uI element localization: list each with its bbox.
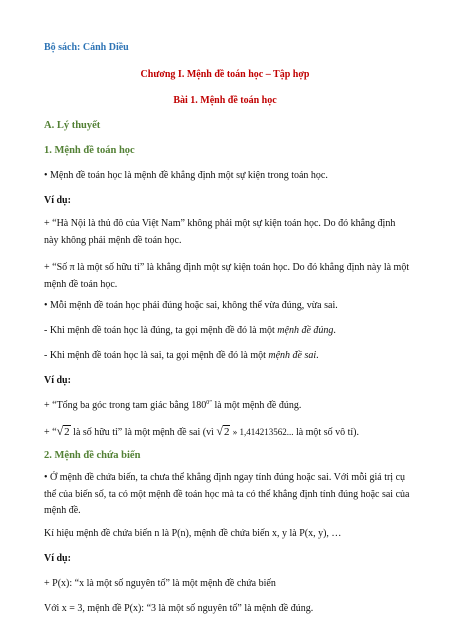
section-1-heading: 1. Mệnh đề toán học [44,145,135,156]
degree-superscript: 0” [206,400,212,406]
sqrt-2-expression-2: √2 [216,424,230,438]
true-term: mệnh đề đúng [277,325,334,336]
chapter-title: Chương I. Mệnh đề toán học – Tập hợp [140,69,310,80]
true-end: . [333,325,336,336]
definition-1: • Mệnh đề toán học là mệnh đề khẳng định một sự kiện trong toán học. [44,170,328,181]
note-true-false: • Mỗi mệnh đề toán học phải đúng hoặc sai, không thể vừa đúng, vừa sai. [44,300,338,311]
false-end: . [316,350,319,361]
true-text: - Khi mệnh đề toán học là đúng, ta gọi mệnh đề đó là một [44,325,278,336]
false-term: mệnh đề sai [268,350,317,361]
example-label-2: Ví dụ: [44,375,71,386]
sqrt-radicand-2: 2 [223,426,230,438]
example-2-2: Với x = 3, mệnh đề P(x): “3 là một số nguyên tố” là mệnh đề đúng. [44,603,314,614]
false-statement-note [44,350,410,362]
sqrt-example-text: là số hữu tỉ” là một mệnh đề sai (vì [70,427,217,438]
example-2-1: + P(x): “x là một số nguyên tố” là một mệnh đề chứa biến [44,578,276,589]
lesson-title: Bài 1. Mệnh đề toán học [173,95,277,106]
sqrt-radicand: 2 [64,426,70,438]
sqrt-open-quote: + “ [44,427,57,438]
section-2-heading: 2. Mệnh đề chứa biến [44,450,141,461]
triangle-example [44,400,410,412]
sqrt-example-end: là một số vô tỉ). [293,427,359,438]
example-label-3: Ví dụ: [44,553,71,564]
example-1-1: + “Hà Nội là thủ đô của Việt Nam” không phải một sự kiện toán học. Do đó khẳng định này không phải mệnh đề toán học. [44,218,396,246]
true-statement-note [44,325,410,337]
sqrt-approximation: » 1,414213562... [230,427,294,437]
section-a-heading: A. Lý thuyết [44,120,101,131]
definition-2: • Ở mệnh đề chứa biến, ta chưa thể khẳng định ngay tính đúng hoặc sai. Với mỗi giá trị cụ thể của biến số, ta có một mệnh đề toán học mà ta có thể khẳng định tính đúng hoặc sai của mệnh đề. [44,472,410,516]
triangle-text-end: là một mệnh đề đúng. [211,400,302,411]
false-text: - Khi mệnh đề toán học là sai, ta gọi mệnh đề đó là một [44,350,269,361]
example-1-2: + “Số π là một số hữu tỉ” là khẳng định một sự kiện toán học. Do đó khẳng định này là một mệnh đề toán học. [44,262,410,290]
sqrt-2-expression: √2 [56,424,70,438]
notation-note: Kí hiệu mệnh đề chứa biến n là P(n), mệnh đề chứa biến x, y là P(x, y), … [44,528,342,539]
book-series: Bộ sách: Cánh Diều [44,42,129,53]
triangle-text: + “Tổng ba góc trong tam giác bằng 180 [44,400,207,411]
example-label-1: Ví dụ: [44,195,71,206]
sqrt-example [44,425,410,439]
